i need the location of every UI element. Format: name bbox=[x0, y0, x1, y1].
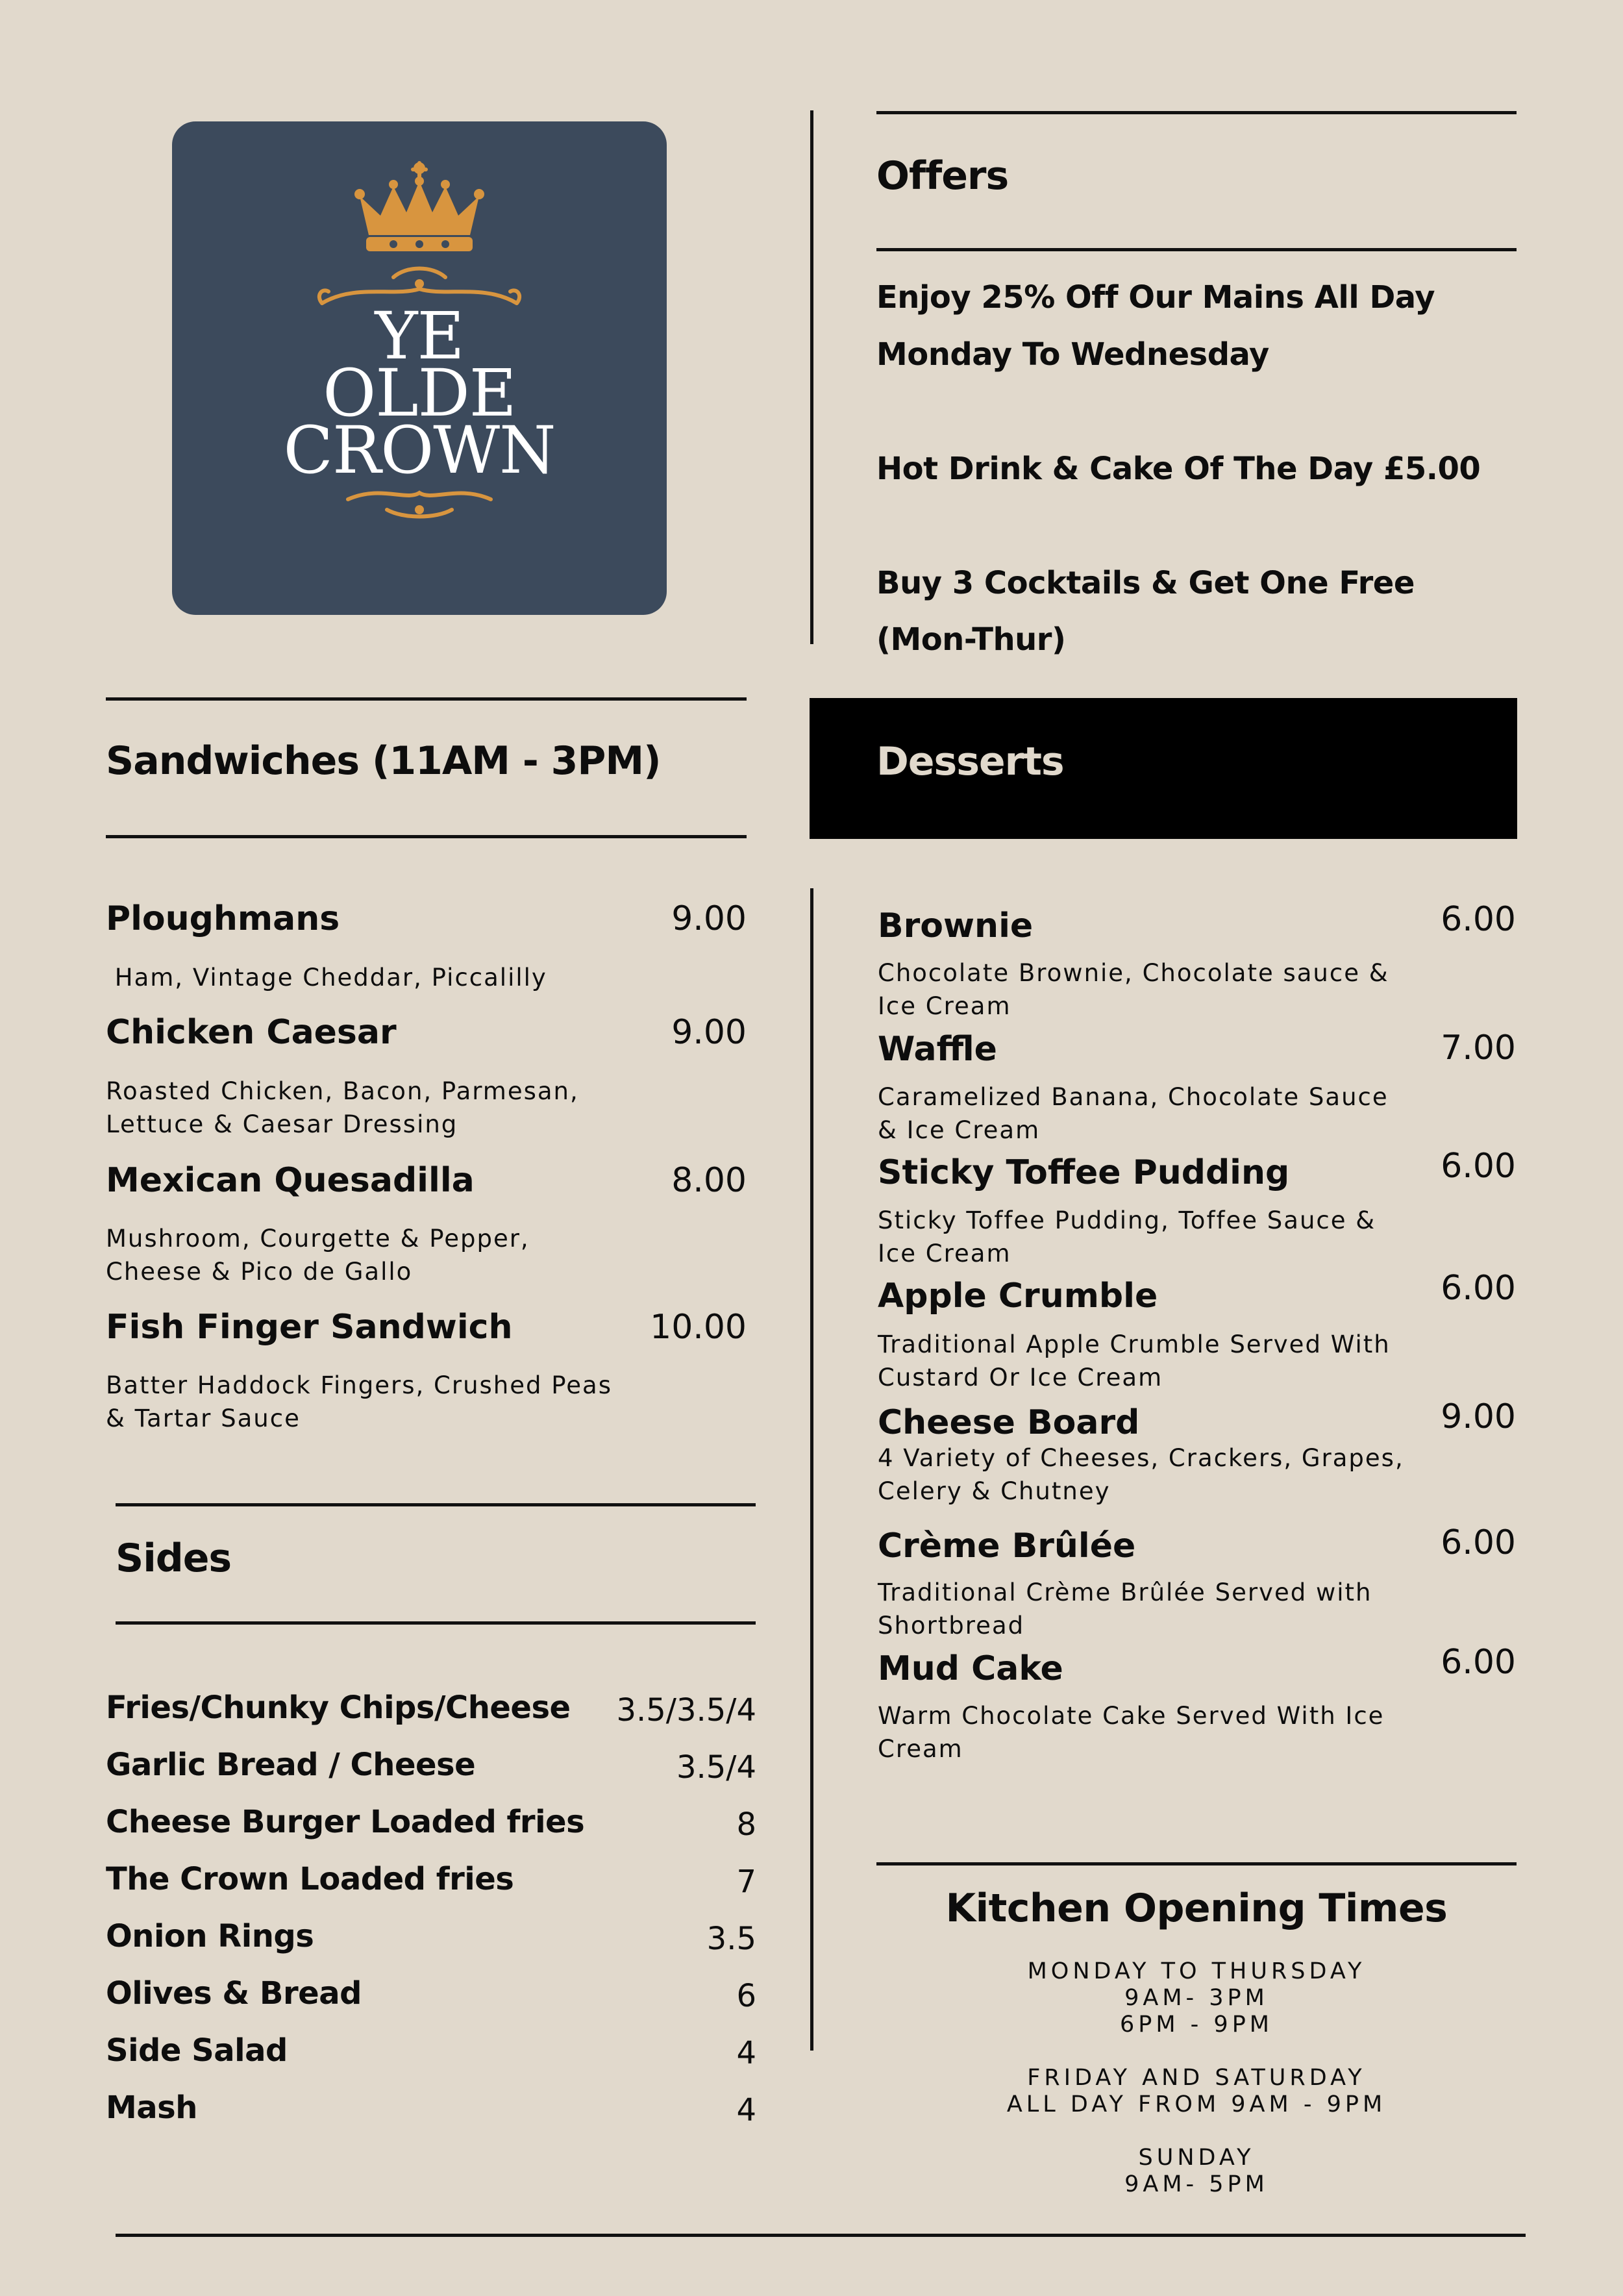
dessert-price: 9.00 bbox=[1441, 1397, 1516, 1436]
dessert-desc: Traditional Crème Brûlée Served with bbox=[878, 1578, 1372, 1606]
sandwiches-rule-top bbox=[106, 697, 747, 701]
dessert-name: Brownie bbox=[878, 906, 1034, 945]
side-price: 7 bbox=[736, 1864, 756, 1900]
logo-line-3: CROWN bbox=[283, 412, 556, 488]
side-name: Cheese Burger Loaded fries bbox=[106, 1804, 585, 1840]
offer-line: Buy 3 Cocktails & Get One Free bbox=[876, 565, 1415, 601]
kitchen-line: 9AM- 5PM bbox=[1124, 2171, 1269, 2197]
desserts-title: Desserts bbox=[876, 739, 1064, 784]
side-price: 6 bbox=[736, 1978, 756, 2014]
sandwich-desc: Roasted Chicken, Bacon, Parmesan, bbox=[106, 1077, 579, 1105]
sandwiches-title: Sandwiches (11AM - 3PM) bbox=[106, 738, 661, 784]
side-name: Garlic Bread / Cheese bbox=[106, 1747, 476, 1783]
divider-vertical-top bbox=[810, 110, 813, 644]
sandwich-desc: Cheese & Pico de Gallo bbox=[106, 1258, 413, 1286]
dessert-desc: Caramelized Banana, Chocolate Sauce bbox=[878, 1083, 1389, 1111]
dessert-name: Apple Crumble bbox=[878, 1277, 1158, 1316]
dessert-price: 6.00 bbox=[1441, 1523, 1516, 1562]
sides-title: Sides bbox=[116, 1536, 232, 1581]
dessert-desc: Cream bbox=[878, 1735, 963, 1763]
dessert-desc: Chocolate Brownie, Chocolate sauce & bbox=[878, 959, 1389, 987]
kitchen-line: ALL DAY FROM 9AM - 9PM bbox=[1006, 2091, 1387, 2117]
side-name: Olives & Bread bbox=[106, 1975, 362, 2012]
offer-line: Enjoy 25% Off Our Mains All Day bbox=[876, 279, 1435, 316]
kitchen-line: FRIDAY AND SATURDAY bbox=[1027, 2065, 1366, 2091]
sandwich-price: 9.00 bbox=[671, 899, 747, 938]
kitchen-line: 6PM - 9PM bbox=[1119, 2012, 1274, 2038]
kitchen-line: MONDAY TO THURSDAY bbox=[1027, 1958, 1366, 1984]
dessert-name: Crème Brûlée bbox=[878, 1527, 1136, 1566]
dessert-name: Sticky Toffee Pudding bbox=[878, 1153, 1290, 1192]
side-name: Mash bbox=[106, 2090, 197, 2126]
dessert-name: Cheese Board bbox=[878, 1403, 1140, 1442]
dessert-price: 6.00 bbox=[1441, 900, 1516, 939]
kitchen-line: 9AM- 3PM bbox=[1124, 1985, 1269, 2011]
sandwich-price: 8.00 bbox=[671, 1161, 747, 1200]
offer-line: Monday To Wednesday bbox=[876, 336, 1269, 373]
logo-line-1: YE bbox=[375, 298, 464, 374]
logo-line-2: OLDE bbox=[323, 355, 516, 431]
sides-rule-top bbox=[116, 1503, 756, 1506]
sandwich-desc: Ham, Vintage Cheddar, Piccalilly bbox=[106, 964, 547, 992]
sandwich-desc: Mushroom, Courgette & Pepper, bbox=[106, 1225, 530, 1253]
side-price: 8 bbox=[736, 1806, 756, 1843]
sandwich-price: 9.00 bbox=[671, 1013, 747, 1052]
divider-vertical-bottom bbox=[810, 888, 813, 2051]
sides-rule-bottom bbox=[116, 1621, 756, 1625]
sandwich-name: Fish Finger Sandwich bbox=[106, 1308, 513, 1347]
dessert-desc: Custard Or Ice Cream bbox=[878, 1364, 1163, 1391]
dessert-desc: Ice Cream bbox=[878, 992, 1011, 1020]
sandwiches-rule-bottom bbox=[106, 835, 747, 838]
footer-rule bbox=[116, 2234, 1526, 2237]
logo-wordmark bbox=[172, 298, 667, 488]
dessert-desc: & Ice Cream bbox=[878, 1116, 1041, 1144]
sandwich-name: Mexican Quesadilla bbox=[106, 1161, 475, 1200]
side-name: Fries/Chunky Chips/Cheese bbox=[106, 1690, 571, 1726]
side-price: 4 bbox=[736, 2035, 756, 2071]
offers-rule-bottom bbox=[876, 248, 1517, 251]
dessert-desc: Traditional Apple Crumble Served With bbox=[878, 1330, 1391, 1358]
logo-panel bbox=[172, 121, 667, 615]
side-name: Side Salad bbox=[106, 2032, 288, 2069]
side-price: 3.5 bbox=[706, 1921, 756, 1957]
kitchen-line: SUNDAY bbox=[1138, 2145, 1255, 2171]
kitchen-rule-top bbox=[876, 1862, 1517, 1866]
dessert-price: 6.00 bbox=[1441, 1269, 1516, 1308]
side-price: 3.5/4 bbox=[676, 1749, 756, 1786]
side-price: 4 bbox=[736, 2092, 756, 2128]
offer-line: Hot Drink & Cake Of The Day £5.00 bbox=[876, 451, 1481, 487]
kitchen-title: Kitchen Opening Times bbox=[945, 1886, 1448, 1931]
sandwich-desc: Batter Haddock Fingers, Crushed Peas bbox=[106, 1371, 612, 1399]
offer-line: (Mon-Thur) bbox=[876, 621, 1066, 658]
dessert-desc: 4 Variety of Cheeses, Crackers, Grapes, bbox=[878, 1444, 1404, 1472]
dessert-desc: Celery & Chutney bbox=[878, 1477, 1111, 1505]
offers-rule-top bbox=[876, 111, 1517, 114]
offers-title: Offers bbox=[876, 153, 1009, 199]
dessert-price: 7.00 bbox=[1441, 1029, 1516, 1067]
side-name: The Crown Loaded fries bbox=[106, 1861, 514, 1897]
sandwich-desc: & Tartar Sauce bbox=[106, 1404, 301, 1432]
dessert-desc: Shortbread bbox=[878, 1612, 1025, 1640]
dessert-name: Mud Cake bbox=[878, 1649, 1063, 1688]
sandwich-desc: Lettuce & Caesar Dressing bbox=[106, 1110, 458, 1138]
sandwich-name: Ploughmans bbox=[106, 899, 340, 938]
dessert-desc: Ice Cream bbox=[878, 1240, 1011, 1267]
side-name: Onion Rings bbox=[106, 1918, 314, 1954]
sandwich-price: 10.00 bbox=[650, 1308, 747, 1347]
dessert-desc: Warm Chocolate Cake Served With Ice bbox=[878, 1702, 1385, 1730]
dessert-price: 6.00 bbox=[1441, 1643, 1516, 1682]
side-price: 3.5/3.5/4 bbox=[616, 1692, 756, 1728]
dessert-desc: Sticky Toffee Pudding, Toffee Sauce & bbox=[878, 1206, 1376, 1234]
sandwich-name: Chicken Caesar bbox=[106, 1013, 397, 1052]
dessert-price: 6.00 bbox=[1441, 1147, 1516, 1186]
dessert-name: Waffle bbox=[878, 1030, 997, 1069]
